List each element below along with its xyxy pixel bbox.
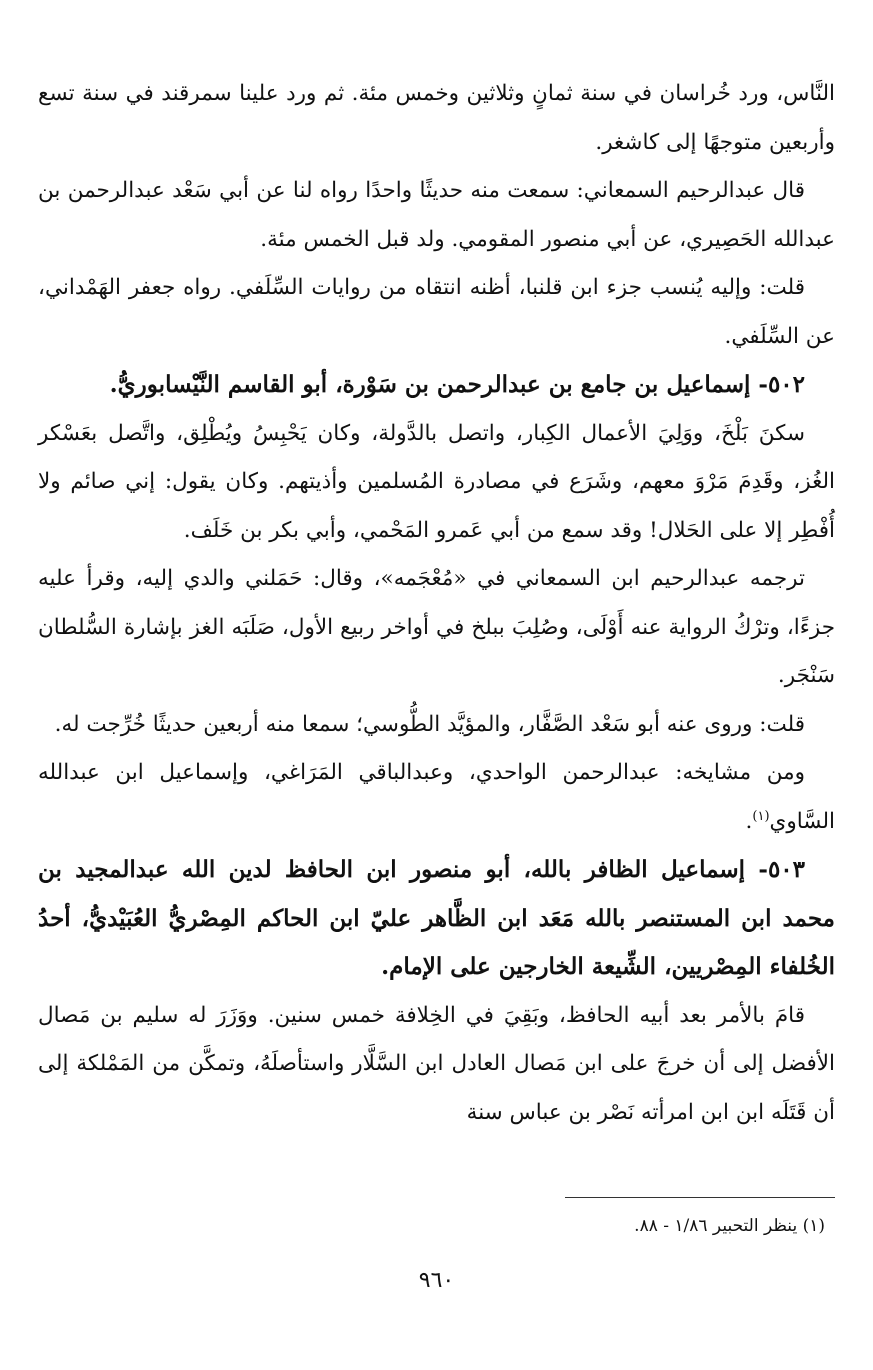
paragraph: قلت: وروى عنه أبو سَعْد الصَّفَّار، والمؤيَّد الطُّوسي؛ سمعا منه أربعين حديثًا خُرِّجت له.: [54, 711, 805, 737]
footnote: (١) ينظر التحبير ١/٨٦ - ٨٨.: [634, 1216, 825, 1236]
main-text: [38, 70, 835, 1137]
paragraph: قال عبدالرحيم السمعاني: سمعت منه حديثًا واحدًا رواه لنا عن أبي سَعْد عبدالرحمن بن عبدالله الحَصِيري، عن أبي منصور المقومي. ولد قبل الخمس مئة.: [38, 178, 835, 252]
entry-heading-503: ٥٠٣- إسماعيل الظافر بالله، أبو منصور ابن الحافظ لدين الله عبدالمجيد بن محمد ابن المستنصر بالله مَعَد ابن الظَّاهر عليّ ابن الحاكم المِصْريُّ العُبَيْديُّ، أحدُ الخُلفاء المِصْريين، الشِّيعة الخارجين على الإمام.: [38, 856, 835, 980]
page-number: ٩٦٠: [418, 1268, 455, 1293]
footnote-marker: (١): [752, 808, 770, 824]
paragraph: قلت: وإليه يُنسب جزء ابن قلنبا، أظنه انتقاه من روايات السِّلَفي. رواه جعفر الهَمْداني، عن السِّلَفي.: [38, 275, 835, 349]
paragraph: [38, 749, 835, 846]
footnote-divider: [565, 1197, 835, 1198]
paragraph-text: ومن مشايخه: عبدالرحمن الواحدي، وعبدالباقي المَرَاغي، وإسماعيل ابن عبدالله السَّاوي: [38, 760, 835, 834]
paragraph: النَّاس، ورد خُراسان في سنة ثمانٍ وثلاثين وخمس مئة. ثم ورد علينا سمرقند في سنة تسع وأربعين متوجهًا إلى كاشغر.: [38, 81, 835, 155]
paragraph: سكنَ بَلْخَ، ووَلِيَ الأعمال الكِبار، واتصل بالدَّولة، وكان يَحْبِسُ ويُطْلِق، واتَّصل بعَسْكر الغُز، وقَدِمَ مَرْوَ معهم، وشَرَع في مصادرة المُسلمين وأذيتهم. وكان يقول: إني صائم ولا أُفْطِر إلا على الحَلال! وقد سمع من أبي عَمرو المَحْمي، وأبي بكر بن خَلَف.: [38, 420, 835, 543]
paragraph-tail: .: [745, 808, 753, 834]
entry-heading-502: ٥٠٢- إسماعيل بن جامع بن عبدالرحمن بن سَوْرة، أبو القاسم النَّيْسابوريُّ.: [109, 371, 805, 398]
paragraph: ترجمه عبدالرحيم ابن السمعاني في «مُعْجَمه»، وقال: حَمَلني والدي إليه، وقرأ عليه جزءًا، وترْكُ الرواية عنه أَوْلَى، وصُلِبَ ببلخ في أواخر ربيع الأول، صَلَبَه الغز بإشارة السُّلطان سَنْجَر.: [38, 566, 835, 688]
paragraph: قامَ بالأمر بعد أبيه الحافظ، وبَقِيَ في الخِلافة خمس سنين. ووَزَرَ له سليم بن مَصال الأفضل إلى أن خرجَ على ابن مَصال العادل ابن السَّلَّار واستأصلَهُ، وتمكَّن من المَمْلكة إلى أن قَتَلَه ابن ابن امرأته نَصْر بن عباس سنة: [38, 1002, 835, 1125]
